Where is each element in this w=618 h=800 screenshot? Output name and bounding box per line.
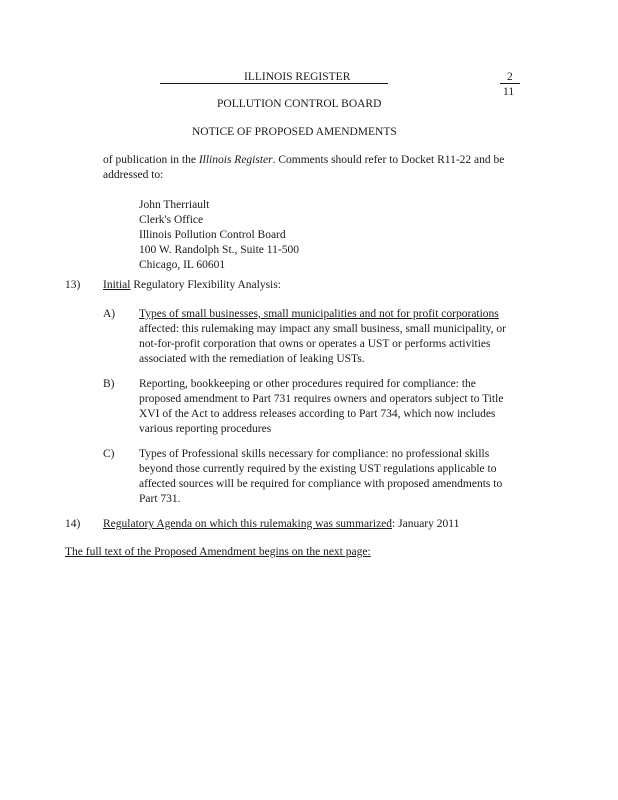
item-c-line: affected sources will be required for compliance with proposed amendments to [139,478,503,490]
item-b-text [139,377,503,437]
item-a-line: not-for-profit corporation that owns or operates a UST or performs activities [139,338,491,350]
intro-line2: addressed to: [103,169,164,181]
item-b-line: various reporting procedures [139,423,272,435]
item-b-line: XVI of the Act to address releases according to Part 734, which now includes [139,408,496,420]
register-underline [160,83,388,84]
item-c-label: C) [103,448,115,460]
section-13-title [103,278,281,293]
address-block [139,198,299,273]
address-line: John Therriault [139,199,210,211]
item-a-label: A) [103,308,116,320]
section-14-underlined: Regulatory Agenda on which this rulemaking was summarized [103,518,393,530]
section-13-title-underlined: Initial [103,279,131,291]
register-title: ILLINOIS REGISTER [244,71,351,83]
item-b-line: proposed amendment to Part 731 requires owners and operators subject to Title [139,393,504,405]
intro-line1-post: . Comments should refer to Docket R11-22 and be [272,154,505,166]
item-a-line: associated with the remediation of leaking USTs. [139,353,365,365]
full-text-notice: The full text of the Proposed Amendment begins on the next page: [65,546,371,558]
item-b-line: Reporting, bookkeeping or other procedures required for compliance: the [139,378,476,390]
section-13-title-rest: Regulatory Flexibility Analysis: [130,279,281,291]
item-c-line: Types of Professional skills necessary for compliance: no professional skills [139,448,490,460]
section-13-number: 13) [65,279,81,291]
address-line: Chicago, IL 60601 [139,259,226,271]
item-a-line: affected: this rulemaking may impact any small business, small municipality, or [139,323,506,335]
notice-title: NOTICE OF PROPOSED AMENDMENTS [192,126,397,138]
item-a-text [139,307,506,367]
address-line: Illinois Pollution Control Board [139,229,286,241]
intro-line1-pre: of publication in the [103,154,199,166]
board-name: POLLUTION CONTROL BOARD [217,98,382,110]
item-c-line: beyond those currently required by the existing UST regulations applicable to [139,463,497,475]
address-line: Clerk's Office [139,214,204,226]
section-14-rest: : January 2011 [392,518,460,530]
page-number: 2 [507,71,513,83]
intro-line1-italic: Illinois Register [198,154,273,166]
item-a-line: Types of small businesses, small municipalities and not for profit corporations [139,308,499,320]
intro-paragraph [103,153,504,183]
page-number-underline [500,83,520,84]
item-c-text [139,447,502,507]
volume-number: 11 [503,86,515,98]
item-c-line: Part 731. [139,493,181,505]
section-14-number: 14) [65,518,81,530]
item-b-label: B) [103,378,115,390]
section-14-text [103,517,459,532]
address-line: 100 W. Randolph St., Suite 11-500 [139,244,299,256]
